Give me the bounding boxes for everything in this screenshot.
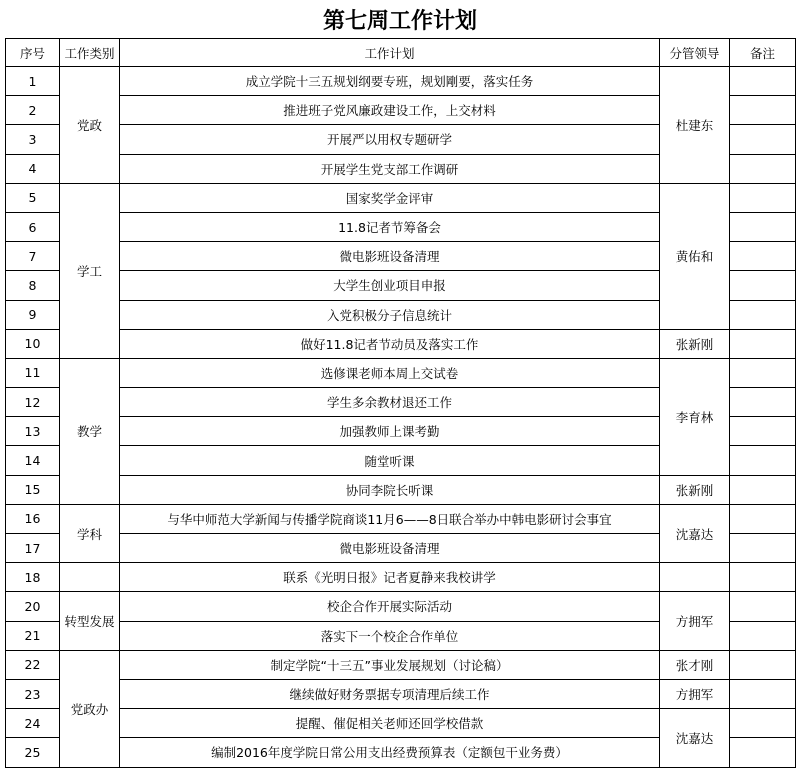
leader-cell: 沈嘉达 [660,504,730,562]
table-row [6,475,796,504]
row-notes [730,300,796,329]
row-no: 22 [6,650,60,679]
table-header-row [6,39,796,67]
row-plan: 编制2016年度学院日常公用支出经费预算表（定额包干业务费） [120,738,660,767]
table-row [6,679,796,708]
row-no: 24 [6,709,60,738]
header-leader: 分管领导 [660,39,730,67]
row-notes [730,242,796,271]
header-notes: 备注 [730,39,796,67]
row-plan: 做好11.8记者节动员及落实工作 [120,329,660,358]
table-row [6,504,796,533]
row-notes [730,738,796,767]
row-no: 16 [6,504,60,533]
leader-cell: 方拥军 [660,679,730,708]
row-no: 14 [6,446,60,475]
table-row [6,709,796,738]
row-plan: 学生多余教材退还工作 [120,388,660,417]
row-notes [730,329,796,358]
row-notes [730,417,796,446]
row-notes [730,96,796,125]
category-cell: 学科 [60,504,120,562]
row-no: 11 [6,358,60,387]
leader-cell: 杜建东 [660,67,730,184]
row-notes [730,650,796,679]
row-plan: 继续做好财务票据专项清理后续工作 [120,679,660,708]
header-category: 工作类别 [60,39,120,67]
table-row [6,329,796,358]
row-plan: 选修课老师本周上交试卷 [120,358,660,387]
row-no: 2 [6,96,60,125]
row-notes [730,212,796,241]
row-notes [730,592,796,621]
row-no: 15 [6,475,60,504]
work-plan-table [5,38,796,768]
row-no: 18 [6,563,60,592]
row-no: 4 [6,154,60,183]
leader-cell [660,563,730,592]
leader-cell: 李育林 [660,358,730,475]
row-no: 20 [6,592,60,621]
row-no: 23 [6,679,60,708]
row-notes [730,67,796,96]
row-plan: 与华中师范大学新闻与传播学院商谈11月6——8日联合举办中韩电影研讨会事宜 [120,504,660,533]
row-notes [730,563,796,592]
row-plan: 国家奖学金评审 [120,183,660,212]
page-title: 第七周工作计划 [322,7,477,34]
table-row [6,650,796,679]
row-notes [730,475,796,504]
row-plan: 推进班子党风廉政建设工作，上交材料 [120,96,660,125]
row-notes [730,679,796,708]
row-plan: 落实下一个校企合作单位 [120,621,660,650]
row-plan: 联系《光明日报》记者夏静来我校讲学 [120,563,660,592]
row-no: 6 [6,212,60,241]
leader-cell: 张新刚 [660,475,730,504]
row-plan: 随堂听课 [120,446,660,475]
table-row [6,592,796,621]
row-notes [730,534,796,563]
header-plan: 工作计划 [120,39,660,67]
row-plan: 开展严以用权专题研学 [120,125,660,154]
header-no: 序号 [6,39,60,67]
row-no: 3 [6,125,60,154]
row-plan: 制定学院“十三五”事业发展规划（讨论稿） [120,650,660,679]
category-cell [60,563,120,592]
row-plan: 提醒、催促相关老师还回学校借款 [120,709,660,738]
row-notes [730,125,796,154]
row-notes [730,446,796,475]
category-cell: 党政办 [60,650,120,767]
category-cell: 转型发展 [60,592,120,650]
table-row [6,67,796,96]
row-no: 10 [6,329,60,358]
row-notes [730,183,796,212]
table-row [6,563,796,592]
leader-cell: 方拥军 [660,592,730,650]
row-no: 5 [6,183,60,212]
row-plan: 开展学生党支部工作调研 [120,154,660,183]
row-plan: 校企合作开展实际活动 [120,592,660,621]
row-no: 17 [6,534,60,563]
leader-cell: 沈嘉达 [660,709,730,767]
row-plan: 协同李院长听课 [120,475,660,504]
category-cell: 教学 [60,358,120,504]
row-no: 13 [6,417,60,446]
table-row [6,183,796,212]
row-plan: 微电影班设备清理 [120,242,660,271]
row-plan: 微电影班设备清理 [120,534,660,563]
row-no: 12 [6,388,60,417]
row-notes [730,271,796,300]
row-plan: 大学生创业项目申报 [120,271,660,300]
category-cell: 党政 [60,67,120,184]
row-notes [730,621,796,650]
row-plan: 11.8记者节筹备会 [120,212,660,241]
row-no: 1 [6,67,60,96]
row-no: 21 [6,621,60,650]
row-no: 9 [6,300,60,329]
row-plan: 成立学院十三五规划纲要专班，规划剛要，落实任务 [120,67,660,96]
row-plan: 入党积极分子信息统计 [120,300,660,329]
table-row [6,358,796,387]
row-notes [730,388,796,417]
category-cell: 学工 [60,183,120,358]
leader-cell: 张新刚 [660,329,730,358]
leader-cell: 张才刚 [660,650,730,679]
row-no: 7 [6,242,60,271]
row-notes [730,504,796,533]
row-notes [730,709,796,738]
row-plan: 加强教师上课考勤 [120,417,660,446]
row-notes [730,358,796,387]
row-no: 8 [6,271,60,300]
row-notes [730,154,796,183]
row-no: 25 [6,738,60,767]
leader-cell: 黄佑和 [660,183,730,329]
